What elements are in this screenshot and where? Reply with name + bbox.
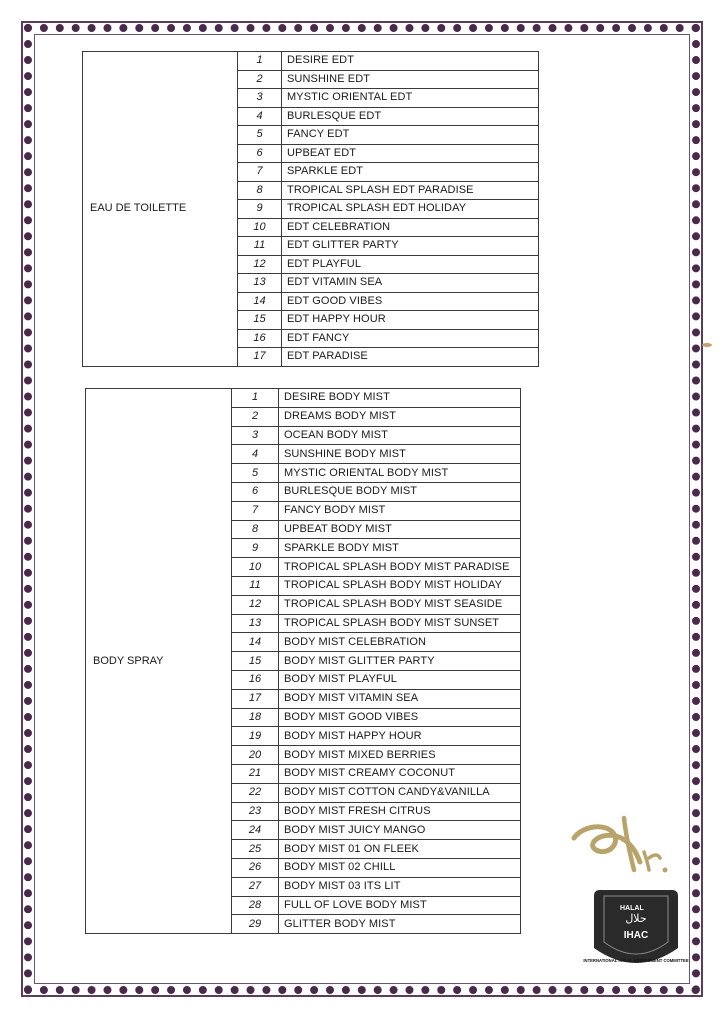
seal-org-text: INTERNATIONAL HALAL ASSESSMENT COMMITTEE (583, 958, 689, 963)
body-spray-item-number: 1 (232, 389, 279, 408)
body-spray-item-number: 24 (232, 821, 279, 840)
body-spray-item-name: TROPICAL SPLASH BODY MIST PARADISE (279, 558, 521, 577)
eau-de-toilette-item-name: SPARKLE EDT (282, 163, 539, 182)
body-spray-item-number: 28 (232, 896, 279, 915)
signature (570, 808, 670, 880)
body-spray-item-number: 27 (232, 877, 279, 896)
eau-de-toilette-item-number: 3 (238, 89, 282, 108)
eau-de-toilette-item-number: 13 (238, 274, 282, 293)
body-spray-item-number: 21 (232, 764, 279, 783)
body-spray-item-name: TROPICAL SPLASH BODY MIST HOLIDAY (279, 576, 521, 595)
body-spray-item-name: BODY MIST 02 CHILL (279, 858, 521, 877)
body-spray-item-number: 17 (232, 689, 279, 708)
body-spray-item-name: TROPICAL SPLASH BODY MIST SUNSET (279, 614, 521, 633)
seal-arabic-text: حلال (625, 912, 647, 925)
eau-de-toilette-item-name: TROPICAL SPLASH EDT HOLIDAY (282, 200, 539, 219)
eau-de-toilette-item-name: EDT CELEBRATION (282, 218, 539, 237)
body-spray-row (86, 389, 521, 408)
body-spray-table (85, 388, 521, 934)
eau-de-toilette-item-name: TROPICAL SPLASH EDT PARADISE (282, 181, 539, 200)
body-spray-item-name: SPARKLE BODY MIST (279, 539, 521, 558)
eau-de-toilette-item-name: BURLESQUE EDT (282, 107, 539, 126)
eau-de-toilette-item-number: 9 (238, 200, 282, 219)
body-spray-item-number: 8 (232, 520, 279, 539)
body-spray-item-number: 19 (232, 727, 279, 746)
body-spray-item-name: DESIRE BODY MIST (279, 389, 521, 408)
eau-de-toilette-item-number: 7 (238, 163, 282, 182)
eau-de-toilette-table (82, 51, 539, 367)
body-spray-item-number: 26 (232, 858, 279, 877)
eau-de-toilette-item-number: 4 (238, 107, 282, 126)
body-spray-item-number: 7 (232, 501, 279, 520)
eau-de-toilette-item-number: 17 (238, 348, 282, 367)
body-spray-item-name: BODY MIST VITAMIN SEA (279, 689, 521, 708)
body-spray-item-number: 16 (232, 670, 279, 689)
body-spray-item-name: FANCY BODY MIST (279, 501, 521, 520)
body-spray-item-number: 10 (232, 558, 279, 577)
eau-de-toilette-item-name: UPBEAT EDT (282, 144, 539, 163)
body-spray-item-number: 5 (232, 464, 279, 483)
body-spray-item-name: BURLESQUE BODY MIST (279, 482, 521, 501)
body-spray-item-name: MYSTIC ORIENTAL BODY MIST (279, 464, 521, 483)
body-spray-item-name: OCEAN BODY MIST (279, 426, 521, 445)
body-spray-item-name: FULL OF LOVE BODY MIST (279, 896, 521, 915)
body-spray-item-name: DREAMS BODY MIST (279, 407, 521, 426)
body-spray-item-name: SUNSHINE BODY MIST (279, 445, 521, 464)
body-spray-item-number: 22 (232, 783, 279, 802)
eau-de-toilette-item-number: 5 (238, 126, 282, 145)
stray-mark (700, 342, 714, 348)
eau-de-toilette-item-number: 16 (238, 329, 282, 348)
eau-de-toilette-rows (83, 52, 539, 367)
body-spray-item-number: 4 (232, 445, 279, 464)
body-spray-item-name: BODY MIST GOOD VIBES (279, 708, 521, 727)
eau-de-toilette-item-number: 12 (238, 255, 282, 274)
body-spray-item-name: BODY MIST 03 ITS LIT (279, 877, 521, 896)
body-spray-rows (86, 389, 521, 934)
body-spray-item-name: TROPICAL SPLASH BODY MIST SEASIDE (279, 595, 521, 614)
eau-de-toilette-item-number: 15 (238, 311, 282, 330)
eau-de-toilette-item-name: MYSTIC ORIENTAL EDT (282, 89, 539, 108)
body-spray-item-number: 12 (232, 595, 279, 614)
body-spray-item-name: BODY MIST FRESH CITRUS (279, 802, 521, 821)
eau-de-toilette-item-name: EDT GOOD VIBES (282, 292, 539, 311)
seal-acronym-text: IHAC (623, 930, 649, 941)
eau-de-toilette-item-name: DESIRE EDT (282, 52, 539, 71)
eau-de-toilette-row (83, 52, 539, 71)
eau-de-toilette-item-number: 10 (238, 218, 282, 237)
eau-de-toilette-item-name: EDT PARADISE (282, 348, 539, 367)
body-spray-item-number: 6 (232, 482, 279, 501)
body-spray-item-number: 23 (232, 802, 279, 821)
body-spray-item-name: BODY MIST PLAYFUL (279, 670, 521, 689)
eau-de-toilette-item-name: EDT VITAMIN SEA (282, 274, 539, 293)
eau-de-toilette-item-name: EDT GLITTER PARTY (282, 237, 539, 256)
body-spray-item-number: 11 (232, 576, 279, 595)
eau-de-toilette-item-number: 8 (238, 181, 282, 200)
body-spray-item-number: 29 (232, 915, 279, 934)
eau-de-toilette-item-number: 11 (238, 237, 282, 256)
body-spray-item-number: 20 (232, 746, 279, 765)
ihac-halal-seal (583, 886, 689, 976)
eau-de-toilette-item-name: FANCY EDT (282, 126, 539, 145)
body-spray-item-name: BODY MIST CREAMY COCONUT (279, 764, 521, 783)
body-spray-category-label: BODY SPRAY (86, 389, 232, 934)
seal-halal-text: HALAL (620, 905, 644, 912)
body-spray-item-name: BODY MIST HAPPY HOUR (279, 727, 521, 746)
body-spray-item-number: 15 (232, 652, 279, 671)
body-spray-item-number: 18 (232, 708, 279, 727)
eau-de-toilette-item-number: 1 (238, 52, 282, 71)
body-spray-item-number: 3 (232, 426, 279, 445)
body-spray-item-name: BODY MIST 01 ON FLEEK (279, 840, 521, 859)
body-spray-item-name: BODY MIST COTTON CANDY&VANILLA (279, 783, 521, 802)
eau-de-toilette-item-name: EDT FANCY (282, 329, 539, 348)
eau-de-toilette-item-name: EDT HAPPY HOUR (282, 311, 539, 330)
body-spray-item-name: BODY MIST JUICY MANGO (279, 821, 521, 840)
body-spray-item-name: BODY MIST MIXED BERRIES (279, 746, 521, 765)
body-spray-item-name: BODY MIST CELEBRATION (279, 633, 521, 652)
body-spray-item-name: BODY MIST GLITTER PARTY (279, 652, 521, 671)
body-spray-item-number: 13 (232, 614, 279, 633)
body-spray-item-number: 9 (232, 539, 279, 558)
eau-de-toilette-item-number: 2 (238, 70, 282, 89)
body-spray-item-name: GLITTER BODY MIST (279, 915, 521, 934)
eau-de-toilette-category-label: EAU DE TOILETTE (83, 52, 238, 367)
eau-de-toilette-item-name: EDT PLAYFUL (282, 255, 539, 274)
eau-de-toilette-item-name: SUNSHINE EDT (282, 70, 539, 89)
body-spray-item-name: UPBEAT BODY MIST (279, 520, 521, 539)
body-spray-item-number: 25 (232, 840, 279, 859)
eau-de-toilette-item-number: 6 (238, 144, 282, 163)
eau-de-toilette-item-number: 14 (238, 292, 282, 311)
body-spray-item-number: 14 (232, 633, 279, 652)
body-spray-item-number: 2 (232, 407, 279, 426)
